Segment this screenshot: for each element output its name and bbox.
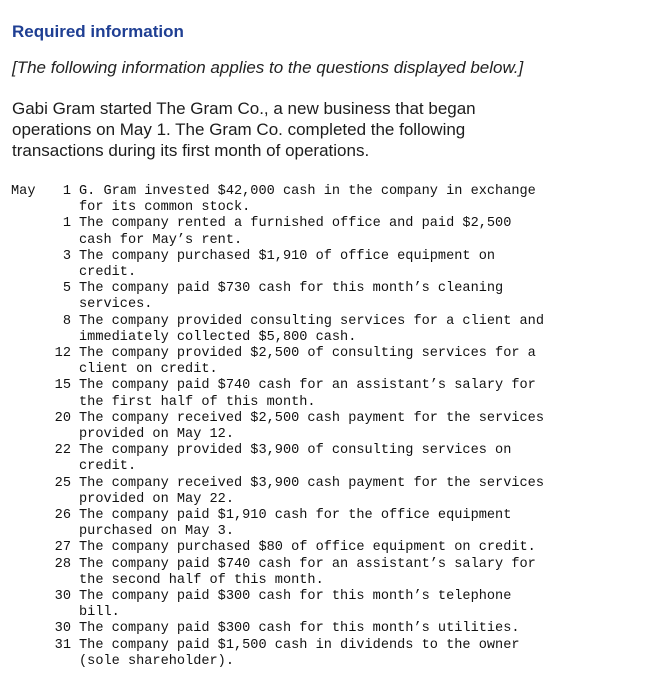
intro-line: operations on May 1. The Gram Co. completed the following [12, 120, 466, 139]
transaction-text: The company paid $740 cash for an assistant’s salary for the second half of this month. [79, 556, 536, 588]
intro-line: Gabi Gram started The Gram Co., a new business that began [12, 99, 476, 118]
transaction-day: 15 [54, 378, 71, 394]
transaction-text: The company paid $300 cash for this month’s telephone bill. [79, 589, 512, 621]
transaction-row [11, 589, 641, 621]
transaction-text: The company paid $1,500 cash in dividends to the owner (sole shareholder). [79, 637, 520, 669]
transaction-day: 5 [62, 281, 71, 297]
intro-paragraph [12, 98, 572, 161]
transaction-day: 3 [62, 248, 71, 264]
transaction-text: The company purchased $80 of office equipment on credit. [79, 540, 536, 556]
transaction-text: The company purchased $1,910 of office equipment on credit. [79, 248, 496, 281]
transaction-day: 31 [54, 637, 71, 653]
transaction-row [11, 281, 641, 313]
transaction-day: 1 [62, 184, 71, 199]
transaction-day: 22 [54, 443, 71, 459]
transaction-day: 8 [62, 313, 71, 329]
transaction-row [11, 443, 641, 475]
transaction-text: The company received $2,500 cash payment for the services provided on May 12. [79, 410, 544, 443]
transaction-row [11, 249, 641, 281]
transaction-row [11, 346, 641, 378]
transaction-text: G. Gram invested $42,000 cash in the company in exchange for its common stock. [79, 184, 536, 216]
transaction-day: 28 [54, 556, 71, 572]
intro-line: transactions during its first month of operations. [12, 141, 370, 160]
transaction-day: 30 [54, 621, 71, 637]
transaction-text: The company provided $2,500 of consulting services for a client on credit. [79, 346, 536, 378]
transaction-text: The company paid $730 cash for this month’s cleaning services. [79, 281, 504, 313]
transaction-day: 20 [54, 410, 71, 426]
transaction-month: May [11, 184, 36, 199]
transaction-day: 25 [54, 475, 71, 491]
transaction-row [11, 216, 641, 248]
transaction-text: The company rented a furnished office and paid $2,500 cash for May’s rent. [79, 216, 512, 248]
transaction-list [11, 184, 641, 670]
transaction-day: 12 [54, 346, 71, 362]
transaction-row [11, 540, 641, 556]
transaction-text: The company paid $300 cash for this month’s utilities. [79, 621, 520, 637]
transaction-row [11, 314, 641, 346]
transaction-text: The company provided consulting services for a client and immediately collected $5,800 cash. [79, 313, 544, 345]
transaction-row [11, 476, 641, 508]
transaction-text: The company paid $1,910 cash for the office equipment purchased on May 3. [79, 508, 512, 540]
transaction-day: 1 [62, 216, 71, 232]
transaction-day: 27 [54, 540, 71, 556]
transaction-day: 30 [54, 589, 71, 605]
transaction-row [11, 621, 641, 637]
required-information-heading: Required information [12, 22, 184, 41]
transaction-row [11, 508, 641, 540]
transaction-text: The company received $3,900 cash payment for the services provided on May 22. [79, 475, 544, 507]
applies-note: [The following information applies to the questions displayed below.] [12, 58, 524, 77]
transaction-row [11, 557, 641, 589]
transaction-row [11, 411, 641, 443]
transaction-text: The company provided $3,900 of consulting services on credit. [79, 443, 512, 475]
transaction-row [11, 184, 641, 216]
transaction-row [11, 638, 641, 670]
transaction-row [11, 378, 641, 410]
transaction-day: 26 [54, 508, 71, 524]
transaction-text: The company paid $740 cash for an assistant’s salary for the first half of this month. [79, 378, 536, 410]
